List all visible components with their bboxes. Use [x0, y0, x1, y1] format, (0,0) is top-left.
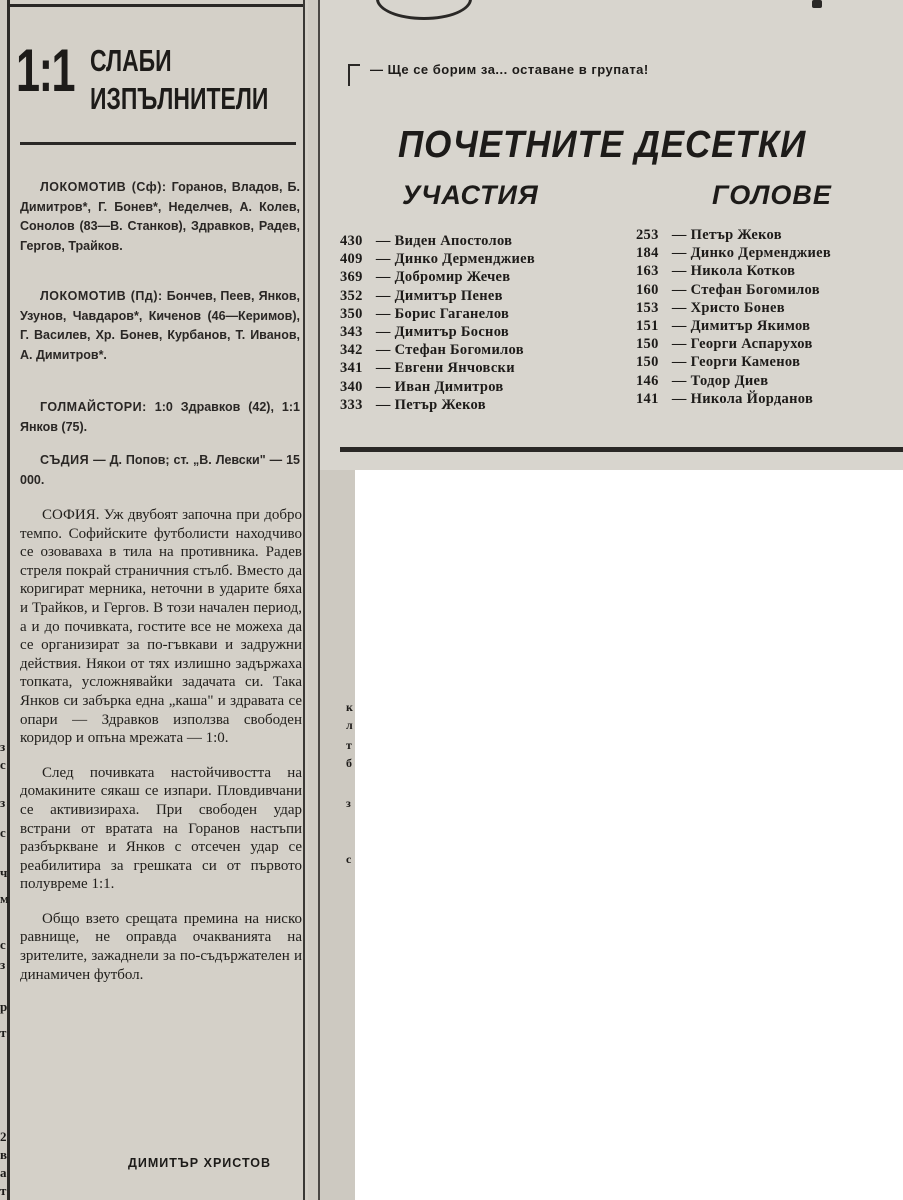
entry-separator: — [372, 287, 395, 304]
cropped-letter: з [0, 957, 6, 972]
ranked-entry [636, 244, 831, 262]
lineup-sofia [20, 178, 300, 256]
entry-separator: — [372, 324, 395, 341]
cropped-letter: ч [0, 865, 8, 880]
entry-count: 341 [340, 360, 363, 377]
cropped-letter: б [346, 756, 352, 770]
entry-name: Иван Димитров [394, 378, 504, 395]
entry-count: 352 [340, 287, 363, 304]
entry-name: Димитър Пенев [394, 287, 503, 304]
cropped-letter: с [0, 757, 6, 772]
ranked-entry [636, 353, 831, 371]
entry-name: Добромир Жечев [394, 269, 511, 286]
entry-separator: — [668, 354, 691, 371]
ranked-entry [636, 226, 831, 244]
cropped-letter: р [0, 999, 8, 1014]
cropped-letter: з [0, 739, 6, 754]
quote-mark-icon [348, 64, 360, 86]
cropped-letter: з [0, 795, 6, 810]
entry-count: 333 [340, 396, 363, 413]
cropped-letter: т [0, 1025, 7, 1040]
ranked-entry [636, 390, 831, 408]
entry-count: 153 [636, 299, 659, 316]
entry-count: 141 [636, 390, 659, 407]
entry-separator: — [372, 360, 395, 377]
entry-separator: — [668, 281, 691, 298]
entry-name: Георги Каменов [690, 354, 801, 371]
ranked-entry [340, 359, 535, 377]
cropped-neighbor-column [320, 470, 355, 1200]
entry-name: Динко Дерменджиев [690, 245, 832, 262]
table-bottom-rule [340, 447, 903, 452]
column-top-rule [8, 4, 304, 7]
ranked-entry [636, 299, 831, 317]
entry-separator: — [668, 318, 691, 335]
entry-name: Никола Йорданов [690, 390, 814, 407]
entry-separator: — [668, 245, 691, 262]
entry-separator: — [372, 378, 395, 395]
entry-count: 150 [636, 354, 659, 371]
entry-name: Георги Аспарухов [690, 336, 813, 353]
cropped-letter: 2 [0, 1129, 7, 1144]
cropped-neighbor-text [0, 700, 10, 1200]
article-body [20, 506, 302, 996]
ranked-entry [636, 372, 831, 390]
entry-separator: — [372, 251, 395, 268]
player-list: Горанов, Владов, Б. Димитров*, Г. Бонев*, Неделчев, А. Колев, Сонолов (83—В. Станков), Здравков, Радев, Гергов, Трайков. [20, 180, 300, 253]
entry-count: 150 [636, 336, 659, 353]
ranked-entry [636, 281, 831, 299]
cropped-letter: л [346, 718, 353, 732]
entry-separator: — [668, 372, 691, 389]
entry-name: Димитър Боснов [394, 324, 510, 341]
entry-count: 184 [636, 245, 659, 262]
entry-separator: — [668, 299, 691, 316]
cropped-letter: к [346, 700, 353, 714]
cropped-letter: с [0, 825, 6, 840]
team-name: ЛОКОМОТИВ (Пд): [40, 289, 163, 303]
cropped-letter: с [346, 852, 352, 866]
entry-name: Петър Жеков [394, 396, 486, 413]
ranked-entry [340, 396, 535, 414]
entry-separator: — [668, 336, 691, 353]
goalscorers-text: 1:0 Здравков (42), 1:1 Янков (75). [20, 400, 300, 434]
referee-info [20, 451, 300, 490]
article-paragraph: СОФИЯ. Уж двубоят започна при добро темпо. Софийските футболисти находчиво се озоваваха в тила на противника. Радев стреля покрай страничния стълб. Вместо да коригират мерника, неточни в ударите бяха и Трайков, и Гергов. В този начален период, а и до почивката, гостите все не можеха да се организират за по-гъвкави и задружни действия. Някои от тях излишно задържаха топката, усложнявайки задачата си. Така Янков си забърка една „каша" и здравата се опари — Здравков използва свободен коридор и опъна мрежата — 1:0. [20, 507, 302, 747]
cropped-letter: а [0, 1165, 7, 1180]
cropped-letter: т [346, 738, 352, 752]
ranked-entry [340, 268, 535, 286]
headline-line: ИЗПЪЛНИТЕЛИ [90, 81, 269, 116]
entry-count: 151 [636, 318, 659, 335]
entry-count: 350 [340, 305, 363, 322]
entry-count: 369 [340, 269, 363, 286]
goalscorers [20, 398, 300, 437]
ranked-entry [340, 287, 535, 305]
entry-separator: — [372, 269, 395, 286]
entry-count: 163 [636, 263, 659, 280]
player-list: Бончев, Пеев, Янков, Узунов, Чавдаров*, Киченов (46—Керимов), Г. Василев, Хр. Бонев, Курбанов, Т. Иванов, А. Димитров*. [20, 289, 300, 362]
referee-text: — Д. Попов; ст. „В. Левски" — 15 000. [20, 453, 300, 487]
entry-name: Виден Апостолов [394, 233, 513, 249]
referee-label: СЪДИЯ [40, 453, 90, 467]
entry-count: 253 [636, 227, 659, 243]
entry-name: Петър Жеков [690, 227, 782, 243]
ranked-entry [340, 232, 535, 250]
ranked-entry [340, 323, 535, 341]
entry-count: 342 [340, 342, 363, 359]
entry-name: Динко Дерменджиев [394, 251, 536, 268]
entry-count: 409 [340, 251, 363, 268]
entry-name: Борис Гаганелов [394, 305, 510, 322]
ranked-entry [636, 262, 831, 280]
team-name: ЛОКОМОТИВ (Сф): [40, 180, 167, 194]
entry-count: 430 [340, 233, 363, 249]
cropped-letter: з [346, 796, 351, 810]
appearances-heading: УЧАСТИЯ [402, 180, 539, 210]
entry-separator: — [372, 342, 395, 359]
lineup-plovdiv [20, 287, 300, 365]
cropped-letter: т [0, 1183, 7, 1198]
entry-separator: — [668, 390, 691, 407]
ranked-entry [340, 341, 535, 359]
column-rule [303, 0, 305, 1200]
entry-count: 343 [340, 324, 363, 341]
headline-line: СЛАБИ [90, 43, 172, 78]
entry-name: Никола Котков [690, 263, 796, 280]
entry-count: 340 [340, 378, 363, 395]
entry-name: Димитър Якимов [690, 318, 811, 335]
cropped-letter: м [0, 891, 9, 906]
cropped-letter: в [0, 1147, 8, 1162]
cropped-mark [812, 0, 822, 8]
ranked-entry [340, 378, 535, 396]
entry-separator: — [372, 396, 395, 413]
entry-separator: — [668, 227, 691, 243]
cartoon-caption: — Ще се борим за... оставане в групата! [370, 62, 649, 77]
entry-count: 146 [636, 372, 659, 389]
ranked-entry [636, 317, 831, 335]
ranked-entry [340, 305, 535, 323]
blank-region [355, 470, 903, 1200]
entry-separator: — [372, 233, 395, 249]
entry-name: Тодор Диев [690, 372, 769, 389]
match-score: 1:1 [16, 37, 75, 104]
goalscorers-label: ГОЛМАЙСТОРИ: [40, 400, 147, 414]
entry-name: Евгени Янчовски [394, 360, 515, 377]
entry-separator: — [668, 263, 691, 280]
cropped-letter: с [0, 937, 6, 952]
goals-list [636, 226, 831, 408]
headline-rule [20, 142, 296, 145]
table-title: ПОЧЕТНИТЕ ДЕСЕТКИ [398, 124, 807, 166]
article-headline [90, 42, 269, 118]
article-paragraph: След почивката настойчивостта на домакините сякаш се изпари. Пловдивчани се активизираха. При свободен удар встрани от вратата на Горанов настъпи разбъркване и Янков с отсечен удар се реабилитира за грешката си от първото полувреме 1:1. [20, 764, 302, 893]
article-paragraph: Общо взето срещата премина на ниско равнище, не оправда очакванията на зрителите, зажаднели за по-съдържателен и динамичен футбол. [20, 910, 302, 983]
entry-separator: — [372, 305, 395, 322]
appearances-list [340, 232, 535, 414]
goals-heading: ГОЛОВЕ [712, 180, 832, 210]
entry-name: Стефан Богомилов [690, 281, 820, 298]
ranked-entry [636, 335, 831, 353]
entry-name: Христо Бонев [690, 299, 785, 316]
entry-name: Стефан Богомилов [394, 342, 524, 359]
author-signature: ДИМИТЪР ХРИСТОВ [128, 1156, 272, 1170]
entry-count: 160 [636, 281, 659, 298]
ranked-entry [340, 250, 535, 268]
